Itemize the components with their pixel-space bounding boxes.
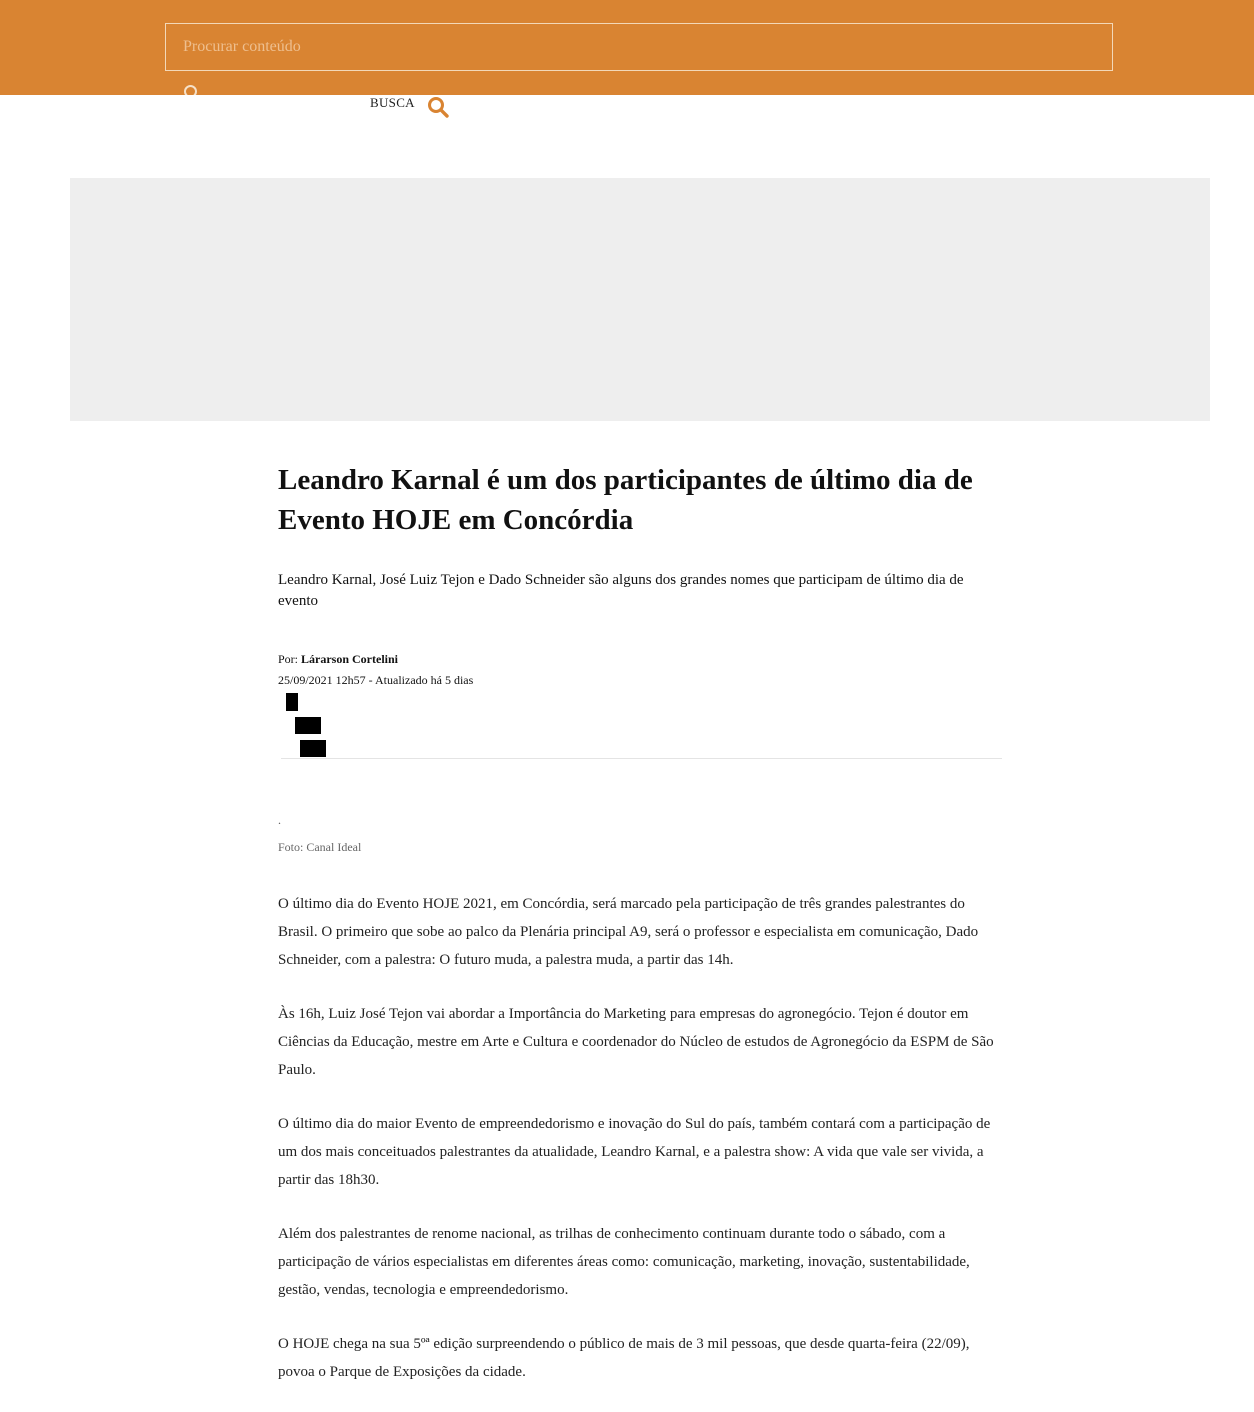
search-box[interactable] <box>165 23 1113 71</box>
paragraph: Às 16h, Luiz José Tejon vai abordar a Importância do Marketing para empresas do agronegócio. Tejon é doutor em Ciências da Educação, mestre em Arte e Cultura e coordenador do Núcleo de estudos de Agronegócio da ESPM de São Paulo. <box>278 1006 994 1078</box>
divider <box>281 758 1002 759</box>
busca-label[interactable]: BUSCA <box>370 95 415 110</box>
photo-caption: Foto: Canal Ideal <box>278 840 362 854</box>
article-subtitle: Leandro Karnal, José Luiz Tejon e Dado Schneider são alguns dos grandes nomes que participam de último dia de evento <box>278 572 964 609</box>
share-facebook-icon[interactable] <box>286 693 298 711</box>
search-icon[interactable] <box>183 84 197 95</box>
top-bar <box>0 0 1254 95</box>
search-icon[interactable] <box>427 96 449 118</box>
paragraph: Além dos palestrantes de renome nacional, as trilhas de conhecimento continuam durante todo o sábado, com a participação de vários especialistas em diferentes áreas como: comunicação, marketing, inovação, sustentabilidade, gestão, vendas, tecnologia e empreendedorismo. <box>278 1226 970 1298</box>
share-twitter-icon[interactable] <box>295 717 321 734</box>
article-body <box>278 890 1002 1412</box>
article-image: . <box>278 813 281 827</box>
paragraph: O último dia do Evento HOJE 2021, em Concórdia, será marcado pela participação de três grandes palestrantes do Brasil. O primeiro que sobe ao palco da Plenária principal A9, será o professor e especialista em comunicação, Dado Schneider, com a palestra: O futuro muda, a palestra muda, a partir das 14h. <box>278 896 979 968</box>
share-whatsapp-icon[interactable] <box>300 740 326 757</box>
byline <box>278 652 398 667</box>
paragraph: O HOJE chega na sua 5ºª edição surpreendendo o público de mais de 3 mil pessoas, que desde quarta-feira (22/09), povoa o Parque de Exposições da cidade. <box>278 1336 970 1380</box>
ad-banner <box>70 178 1210 421</box>
publish-date: 25/09/2021 12h57 - Atualizado há 5 dias <box>278 673 474 687</box>
author-name[interactable]: Lárarson Cortelini <box>301 652 399 666</box>
article-header <box>278 460 1002 612</box>
search-input[interactable] <box>166 24 1112 70</box>
article-title: Leandro Karnal é um dos participantes de último dia de Evento HOJE em Concórdia <box>278 464 973 536</box>
paragraph: O último dia do maior Evento de empreendedorismo e inovação do Sul do país, também contará com a participação de um dos mais conceituados palestrantes da atualidade, Leandro Karnal, e a palestra show: A vida que vale ser vivida, a partir das 18h30. <box>278 1116 991 1188</box>
author-prefix: Por: <box>278 652 299 666</box>
